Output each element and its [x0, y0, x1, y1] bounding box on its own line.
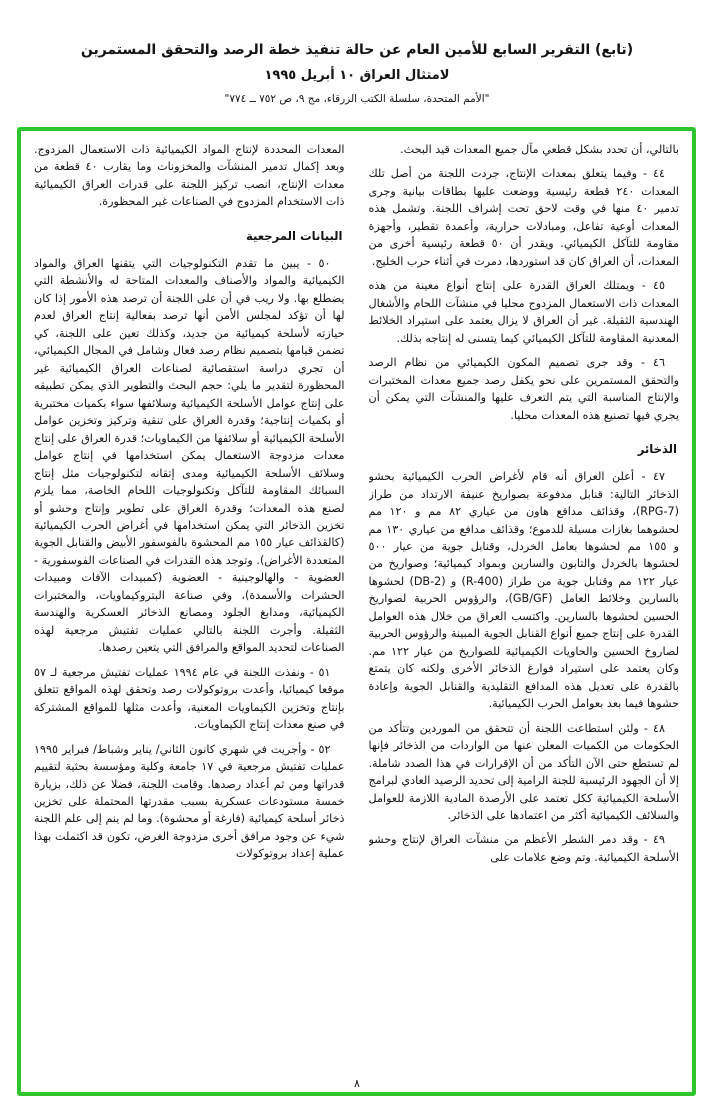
- text-columns: [34, 141, 679, 1066]
- paragraph: ٤٤ - وفيما يتعلق بمعدات الإنتاج، جردت اللجنة من أصل تلك المعدات ٢٤٠ قطعة رئيسية ووضعت عليها بطاقات بيانية وجرى تدمير ٤٠ منها في وقت لاحق تحت إشراف اللجنة. وتشمل هذه المعدات أوعية تفاعل، ومبادلات حرارية، وأعمدة تقطير، وأجهزة مقاومة للتآكل الكيميائي. ويقدر أن ٥٠ قطعة رئيسية أخرى من المعدات، أن العراق كان قد استوردها، دمرت في أثناء حرب الخليج.: [368, 167, 679, 268]
- section-heading: الذخائر: [637, 442, 677, 457]
- section-heading: البيانات المرجعية: [245, 228, 343, 243]
- document-header: [0, 42, 714, 105]
- paragraph: ٥٠ - يبين ما تقدم التكنولوجيات التي يتقنها العراق والمواد الكيميائية والمواد والأصناف والمعدات المتاحة له والأنشطة التي يضطلع بها. ولا ريب في أن على اللجنة أن ترصد هذه الأمور إذا كان لها أن تؤكد لمجلس الأمن أنها ترصد بفعالية إنتاج العراق لعدم حيازته لأسلحة كيميائية من جديد، وكذلك تعين على اللجنة، كي تضمن قيامها بتصميم نظام رصد فعال وشامل في المجال الكيميائي، أن تجري دراسة استقصائية لصناعات العراق الكيميائية غير المحظورة لتقدير ما يلي: حجم البحث والتطوير الذي يمكن تطبيقه على إنتاج عوامل الأسلحة الكيميائية وسلائفها سواء بكميات مختبرية أو بكميات إنتاجية؛ وقدرة العراق على تنقية وتركيز وتخزين عوامل الأسلحة الكيميائية أو سلائفها من الكيماويات؛ قدرة العراق على إنتاج معدات مزدوجة الاستعمال يمكن استخدامها في إنتاج عوامل وسلائف الأسلحة الكيميائية ومدى إتقانه لتكنولوجيات مثل إنتاج السبائك المقاومة للتآكل وتكنولوجيات اللحام الخاصة، مما يلزم لصنع هذه المعدات؛ وقدرة العراق على تطوير وإنتاج وحشو أو تخزين الذخائر التي يمكن استخدامها في أغراض الحرب الكيميائية (كالقذائف عيار ١٥٥ مم المحشوة بالفوسفور الأبيض والقنابل الجوية المتعددة الأغراض). وتوجد هذه القدرات في الصناعات الفوسفورية - العضوية - والهالوجينية - العضوية (كمبيدات الآفات ومبيدات الحشرات والأسمدة)، وفي صناعة البتروكيماويات، والمختبرات الكيميائية، ومدابغ الجلود ومصانع الذخائر العسكرية والهندسة الثقيلة. وأجرت اللجنة بالتالي عمليات تفتيش مرجعية لهذه الصناعات لتحديد المواقع والمرافق التي يتعين رصدها.: [34, 256, 345, 655]
- source-citation: "الأمم المتحدة، سلسلة الكتب الزرقاء، مج ٩، ص ٧٥٢ ــ ٧٧٤": [224, 93, 490, 105]
- paragraph: المعدات المحددة لإنتاج المواد الكيميائية ذات الاستعمال المزدوج. وبعد إكمال تدمير المنشآت والمخزونات وما يقارب ٤٠ قطعة من معدات الإنتاج، انصب تركيز اللجنة على قدرات العراق الكيميائية ذات الاستخدام المزدوج في الصناعات غير المحظورة.: [34, 143, 345, 209]
- paragraph: ٤٨ - ولئن استطاعت اللجنة أن تتحقق من الموردين وتتأكد من الحكومات من الكميات المعلن عنها من الواردات من الذخائر فإنها لم تستطع حتى الآن التأكد من أن الإقرارات في هذا الصدد شاملة. إلا أن الجهود الرئيسية للجنة الرامية إلى تحديد الرصيد العادي لبرامج الأسلحة الكيميائية ككل تعتمد على الأرصدة المادية اللازمة للعوامل والسلائف الكيميائية أكثر من اعتمادها على الذخائر.: [368, 721, 679, 823]
- paragraph: بالتالي، أن تحدد بشكل قطعي مآل جميع المعدات قيد البحث.: [400, 143, 679, 156]
- report-title: (تابع) التقرير السابع للأمين العام عن حالة تنفيذ خطة الرصد والتحقق المستمرين: [80, 42, 634, 58]
- paragraph: ٤٥ - ويمتلك العراق القدرة على إنتاج أنواع معينة من هذه المعدات ذات الاستعمال المزدوج محليا في منشآت اللحام والأشغال الهندسية الثقيلة. غير أن العراق لا يزال يعتمد على استيراد الخلائط المعدنية المقاومة للتآكل الكيميائي كيما يتسنى له إنتاجه بذلك.: [368, 279, 679, 345]
- column-left: [34, 141, 345, 1066]
- paragraph: ٥٢ - وأجريت في شهري كانون الثاني/ يناير وشباط/ فبراير ١٩٩٥ عمليات تفتيش مرجعية في ١٧ جامعة وكلية ومؤسسة بحثية لتقييم قدراتها ومن ثم أعداد رصدها. وقامت اللجنة، فضلا عن ذلك، بزيارة خمسة مستودعات عسكرية بسبب مقدرتها المحتملة على تخزين ذخائر أسلحة كيميائية (فارغة أو محشوة). وما لم ينم إلى علم اللجنة شيء عن وجود مرافق أخرى مزدوجة الغرض، تكون قد اكتملت بهذا عملية إعداد بروتوكولات: [34, 742, 345, 861]
- paragraph: ٤٦ - وقد جرى تصميم المكون الكيميائي من نظام الرصد والتحقق المستمرين على نحو يكفل رصد جميع معدات المختبرات والإنتاج المناسبة التي يتم التعرف عليها والمنشآت التي يمكن أن يجري فيها تصنيع هذه المعدات محليا.: [368, 356, 679, 422]
- content-frame: [17, 127, 696, 1096]
- paragraph: ٤٧ - أعلن العراق أنه قام لأغراض الحرب الكيميائية بحشو الذخائر التالية: قنابل مدفوعة بصواريخ عنيفة الارتداد من طراز (RPG-7)، وقذائف مدافع هاون من عياري ٨٢ مم و ١٢٠ مم لحشوهما بغازات مسيلة للدموع؛ وقذائف مدافع من عياري ١٣٠ مم و ١٥٥ مم لحشوها بعامل الخردل، وقنابل جوية من عيار ٥٠٠ لحشوها بالخردل والتابون والسارين وبمواد كيميائية؛ وصواريخ من عيار ١٢٢ مم وقنابل جوية من طراز (R-400) و (DB-2) لحشوها بالسارين وخلائط العامل (GB/GF)، والرؤوس الحربية لصواريخ الحسين لحشوها بالسارين. واكتسب العراق من خلال هذه العوامل القدرة على إنتاج جميع أنواع القنابل الجوية المبينة والرؤوس الحربية لصاروخ الحسين والحاويات الكيميائية للصواريخ من عيار ١٢٢ مم. وكان يعتمد على استيراد فوارغ الذخائر الأخرى ولكنه كان يتمتع بالقدرة على تعديل هذه المدافع التقليدية والقنابل الجوية وإعادة حشوها فيما بعد بعوامل الحرب الكيميائية.: [368, 470, 679, 711]
- report-subtitle: لامتثال العراق ١٠ أبريل ١٩٩٥: [264, 68, 450, 83]
- column-right: [369, 141, 680, 1066]
- page-number: ٨: [354, 1077, 360, 1090]
- paragraph: ٥١ - ونفذت اللجنة في عام ١٩٩٤ عمليات تفتيش مرجعية لـ ٥٧ موقعا كيميائيا، وأعدت بروتوكولات رصد وتحقق لهذه المواقع تتعلق بإنتاج وتخزين الكيماويات المعنية، وأعدت مثلها للمواقع المشتركة في صنع معدات إنتاج الكيماويات.: [34, 665, 345, 732]
- paragraph: ٤٩ - وقد دمر الشطر الأعظم من منشآت العراق لإنتاج وحشو الأسلحة الكيميائية. وتم وضع علامات على: [368, 833, 679, 864]
